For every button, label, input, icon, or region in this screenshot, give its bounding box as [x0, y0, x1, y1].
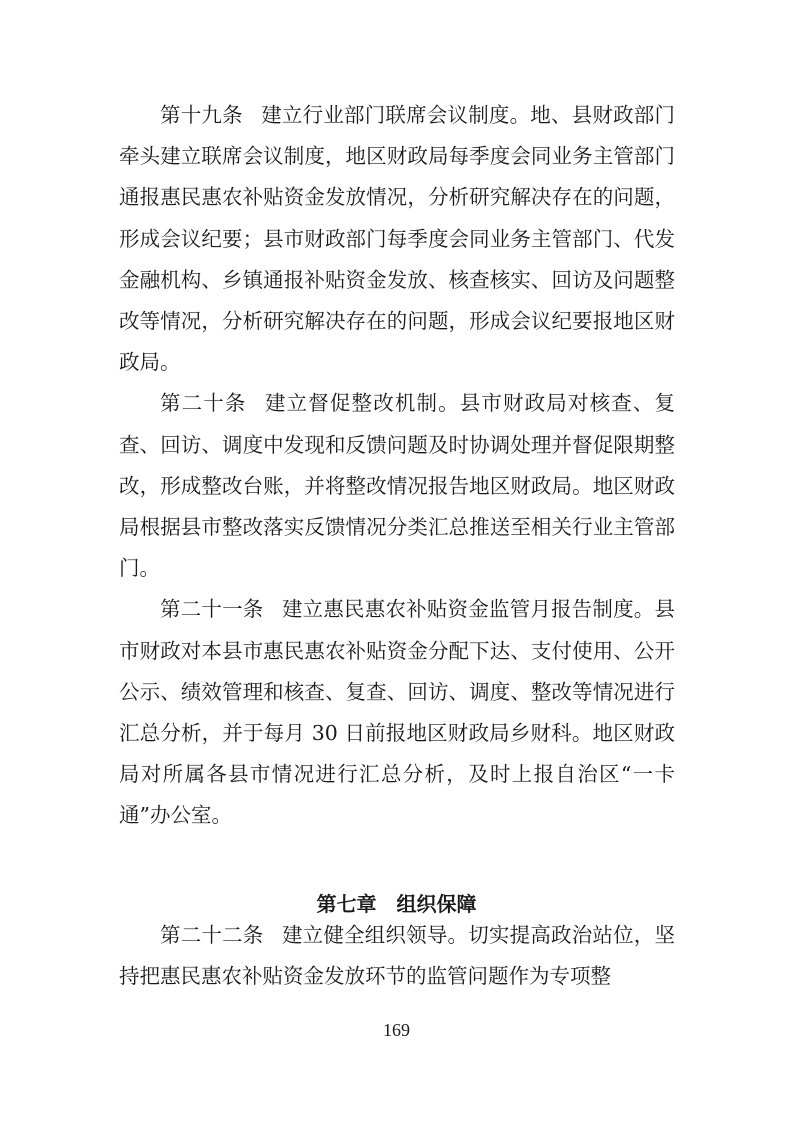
- chapter-title: 组织保障: [396, 892, 477, 916]
- article-text: 建立健全组织领导。切实提高政治站位，坚持把惠民惠农补贴资金发放环节的监管问题作为专项整: [119, 923, 676, 989]
- article-19: [119, 95, 675, 383]
- page-number: 169: [383, 1020, 410, 1040]
- article-21: [119, 589, 675, 836]
- article-number: 第二十条: [160, 391, 247, 416]
- chapter-seven-section: [119, 915, 675, 997]
- article-number: 第二十一条: [160, 597, 264, 622]
- articles-section: [119, 95, 675, 837]
- article-text: 建立惠民惠农补贴资金监管月报告制度。县市财政对本县市惠民惠农补贴资金分配下达、支付使用、公开公示、绩效管理和核查、复查、回访、调度、整改等情况进行汇总分析，并于每月 30 日前报地区财政局乡财科。地区财政局对所属各县市情况进行汇总分析，及时上报自治区“一卡通”办公室。: [119, 597, 676, 828]
- article-22: [119, 915, 675, 997]
- article-text: 建立督促整改机制。县市财政局对核查、复查、回访、调度中发现和反馈问题及时协调处理并督促限期整改，形成整改台账，并将整改情况报告地区财政局。地区财政局根据县市整改落实反馈情况分类汇总推送至相关行业主管部门。: [119, 391, 676, 581]
- article-20: [119, 383, 675, 589]
- chapter-number: 第七章: [316, 892, 377, 916]
- article-number: 第二十二条: [160, 923, 264, 947]
- article-text: 建立行业部门联席会议制度。地、县财政部门牵头建立联席会议制度，地区财政局每季度会同业务主管部门通报惠民惠农补贴资金发放情况，分析研究解决存在的问题，形成会议纪要；县市财政部门每季度会同业务主管部门、代发金融机构、乡镇通报补贴资金发放、核查核实、回访及问题整改等情况，分析研究解决存在的问题，形成会议纪要报地区财政局。: [119, 103, 676, 375]
- article-number: 第十九条: [160, 103, 243, 127]
